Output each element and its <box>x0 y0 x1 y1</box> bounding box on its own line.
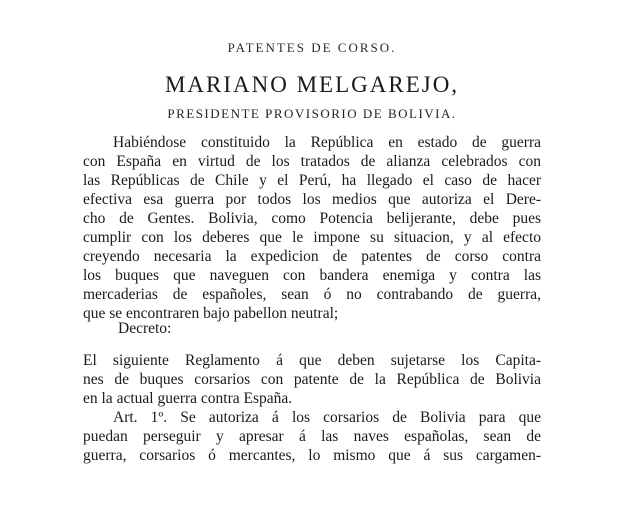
preamble-line: creyendo necesaria la expedicion de patentes de corso contra <box>83 248 541 265</box>
preamble-line: los buques que naveguen con bandera enemiga y contra las <box>83 267 541 284</box>
running-head: PATENTES DE CORSO. <box>227 40 397 55</box>
preamble-paragraph <box>83 133 541 323</box>
page-title: MARIANO MELGAREJO, <box>164 72 460 97</box>
article-line: guerra, corsarios ó mercantes, lo mismo que á sus cargamen- <box>83 447 541 464</box>
preamble-line: Habiéndose constituido la República en estado de guerra <box>113 134 541 151</box>
decree-line: en la actual guerra contra España. <box>83 390 293 407</box>
article-line: Art. 1º. Se autoriza á los corsarios de Bolivia para que <box>113 409 541 426</box>
preamble-line: con España en virtud de los tratados de alianza celebrados con <box>83 153 541 170</box>
article-line: puedan perseguir y apresar á las naves españolas, sean de <box>83 428 541 445</box>
preamble-line: que se encontraren bajo pabellon neutral; <box>83 305 339 322</box>
preamble-line: cho de Gentes. Bolivia, como Potencia belijerante, debe pues <box>83 210 541 227</box>
preamble-line: las Repúblicas de Chile y el Perú, ha llegado el caso de hacer <box>83 172 541 189</box>
preamble-line: cumplir con los deberes que le impone su situacion, y al efecto <box>83 229 541 246</box>
preamble-line: mercaderias de españoles, sean ó no contrabando de guerra, <box>83 286 541 303</box>
decree-line: El siguiente Reglamento á que deben sujetarse los Capita- <box>83 352 541 369</box>
page-subtitle: PRESIDENTE PROVISORIO DE BOLIVIA. <box>167 106 457 121</box>
decree-label: Decreto: <box>118 320 172 337</box>
preamble-line: efectiva esa guerra por todos los medios que autoriza el Dere- <box>83 191 541 208</box>
decree-line: nes de buques corsarios con patente de la República de Bolivia <box>83 371 541 388</box>
decree-body-paragraph <box>83 351 541 465</box>
